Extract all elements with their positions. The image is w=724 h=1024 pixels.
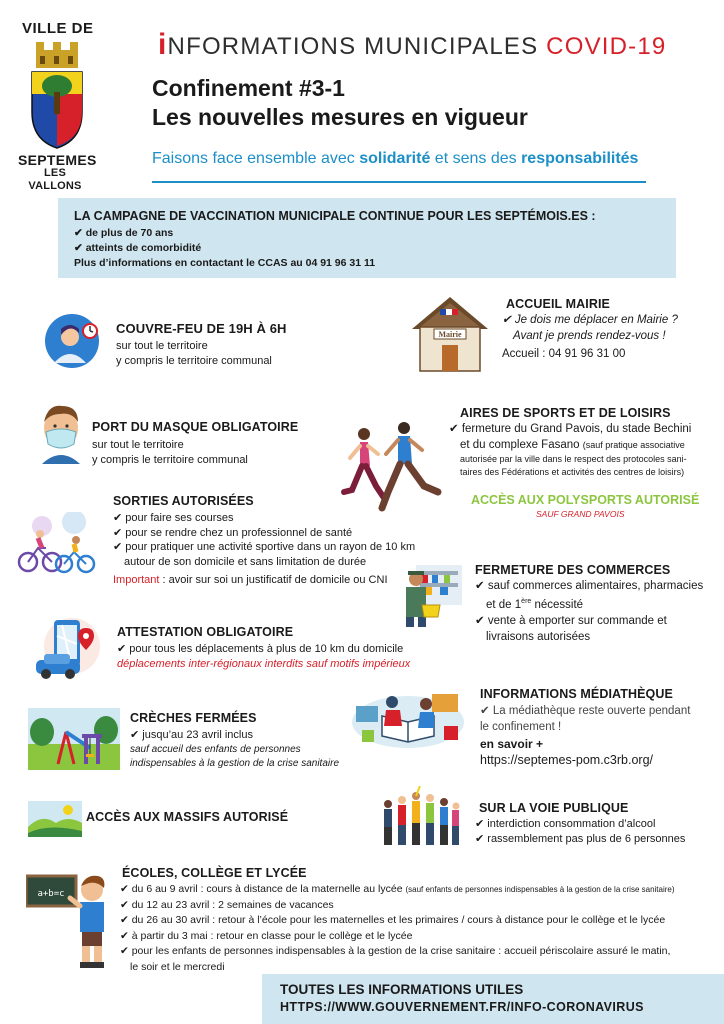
commerces-line: et de 1 [486, 598, 522, 611]
mask-line: sur tout le territoire [92, 439, 184, 451]
sauf-grand-pavois: SAUF GRAND PAVOIS [536, 509, 625, 519]
confinement-line-1: Confinement #3-1 [152, 75, 345, 101]
sorties-item-cont: autour de son domicile et sans limitation de durée [124, 555, 367, 568]
ecoles-line: le soir et le mercredi [130, 960, 225, 973]
ville-de-label: VILLE DE [22, 20, 94, 37]
ecoles-line-small: (sauf enfants de personnes indispensables à la gestion de la crise sanitaire) [405, 885, 675, 894]
sorties-item: ✔ pour faire ses courses [113, 511, 415, 526]
ecoles-heading: ÉCOLES, COLLÈGE ET LYCÉE [122, 866, 307, 880]
mask-heading: PORT DU MASQUE OBLIGATOIRE [92, 420, 299, 434]
commerces-line: ✔ sauf commerces alimentaires, pharmacies [475, 578, 703, 594]
attestation-heading: ATTESTATION OBLIGATOIRE [117, 625, 294, 639]
attestation-text [117, 642, 410, 672]
voie-publique-heading: SUR LA VOIE PUBLIQUE [479, 801, 629, 815]
creches-line: indispensables à la gestion de la crise sanitaire [130, 758, 340, 769]
attestation-line: ✔ pour tous les déplacements à plus de 10 km du domicile [117, 642, 410, 657]
mask-text [92, 438, 248, 468]
footer-box [262, 974, 724, 1024]
mediatheque-link[interactable]: https://septemes-pom.c3rb.org/ [480, 753, 653, 767]
commerces-line: ✔ vente à emporter sur commande et [475, 613, 703, 629]
ecoles-line: du 6 au 9 avril : cours à distance de la maternelle au lycée [131, 883, 406, 895]
tagline-part: Faisons face ensemble avec [152, 150, 360, 167]
page-title [158, 28, 666, 62]
header-divider [152, 181, 646, 183]
ecoles-line: ✔ pour les enfants de personnes indispensables à la gestion de la crise sanitaire : accueil périscolaire assuré le matin, [120, 944, 675, 960]
mairie-house-icon [410, 295, 490, 375]
curfew-icon [44, 313, 100, 369]
en-savoir-plus: en savoir + [480, 737, 544, 751]
creches-heading: CRÈCHES FERMÉES [130, 711, 257, 725]
curfew-text [116, 339, 272, 369]
important-label: Important [113, 574, 160, 586]
curfew-heading: COUVRE-FEU DE 19H À 6H [116, 321, 287, 336]
ecoles-text [120, 882, 675, 975]
playground-icon [28, 708, 120, 770]
city-name [18, 152, 97, 193]
sports-heading: AIRES DE SPORTS ET DE LOISIRS [460, 406, 671, 420]
commerces-heading: FERMETURE DES COMMERCES [475, 563, 671, 577]
shopkeeper-icon [398, 565, 464, 627]
vaccination-box [58, 198, 676, 278]
mairie-sign: Mairie [438, 330, 462, 339]
mediatheque-text [480, 703, 690, 735]
tagline-solidarite: solidarité [359, 150, 431, 167]
title-main: NFORMATIONS MUNICIPALES [167, 33, 539, 60]
sports-line-small: taires des Fédérations et activités des centres de loisirs) [460, 467, 685, 477]
footer-title: TOUTES LES INFORMATIONS UTILES [280, 982, 524, 997]
important-text: : avoir sur soi un justificatif de domicile ou CNI [159, 574, 388, 586]
mask-line: y compris le territoire communal [92, 454, 248, 466]
sports-text [449, 421, 691, 479]
mediatheque-line: ✔ La médiathèque reste ouverte pendant [480, 703, 690, 719]
vaccination-heading: LA CAMPAGNE DE VACCINATION MUNICIPALE CONTINUE POUR LES SEPTÉMOIS.ES : [74, 209, 596, 223]
creches-text [130, 728, 339, 771]
hills-landscape-icon [28, 801, 82, 837]
confinement-heading [152, 74, 528, 132]
sorties-item: ✔ pour se rendre chez un professionnel de santé [113, 526, 415, 541]
les-vallons-label: LES VALLONS [28, 167, 82, 192]
polysports-label: ACCÈS AUX POLYSPORTS AUTORISÉ [471, 493, 700, 507]
blackboard-text: a+b=c [37, 889, 65, 899]
accueil-text [502, 312, 678, 344]
sorties-text [113, 511, 415, 588]
commerces-text [475, 578, 703, 645]
accueil-heading: ACCUEIL MAIRIE [506, 297, 610, 311]
runners-icon [338, 420, 448, 516]
ecoles-line: ✔ du 26 au 30 avril : retour à l’école pour les maternelles et les primaires / cours à distance pour le collège et le lycée [120, 913, 675, 929]
creches-line: ✔ jusqu’au 23 avril inclus [130, 728, 339, 743]
accueil-line: Avant je prends rendez-vous ! [513, 330, 666, 342]
curfew-line: sur tout le territoire [116, 340, 208, 352]
mediatheque-heading: INFORMATIONS MÉDIATHÈQUE [480, 687, 673, 701]
schoolboy-blackboard-icon [26, 870, 118, 970]
sorties-heading: SORTIES AUTORISÉES [113, 494, 254, 508]
accueil-line: ✔ Je dois me déplacer en Mairie ? [502, 312, 678, 328]
creches-line: sauf accueil des enfants de personnes [130, 744, 301, 755]
attestation-warning: déplacements inter-régionaux interdits sauf motifs impérieux [117, 658, 411, 670]
tagline-part: et sens des [430, 150, 522, 167]
vaccination-item: ✔ atteints de comorbidité [74, 241, 596, 256]
sports-line: et du complexe Fasano [460, 439, 583, 451]
phone-map-icon [32, 616, 104, 680]
curfew-line: y compris le territoire communal [116, 355, 272, 367]
ecoles-line: ✔ du 12 au 23 avril : 2 semaines de vacances [120, 898, 675, 914]
voie-publique-text [475, 817, 685, 847]
accueil-phone: Accueil : 04 91 96 31 00 [502, 348, 626, 360]
commerces-sup: ère [521, 598, 532, 605]
voie-line: ✔ interdiction consommation d’alcool [475, 817, 685, 832]
cyclists-icon [14, 512, 96, 574]
sports-line-small: autorisée par la ville dans le respect des protocoles sani- [460, 454, 687, 464]
city-crest-logo [26, 42, 88, 150]
commerces-line: livraisons autorisées [486, 630, 591, 643]
commerces-line: nécessité [531, 598, 584, 611]
sports-line: ✔ fermeture du Grand Pavois, du stade Bechini [449, 421, 691, 437]
ecoles-line: ✔ à partir du 3 mai : retour en classe pour le collège et le lycée [120, 929, 675, 945]
title-i-letter: i [158, 28, 168, 61]
footer-link[interactable]: HTTPS://WWW.GOUVERNEMENT.FR/INFO-CORONAVIRUS [280, 1000, 644, 1014]
septemes-label: SEPTEMES [18, 152, 97, 168]
title-covid: COVID-19 [546, 33, 667, 60]
tagline [152, 150, 638, 168]
sorties-item: ✔ pour pratiquer une activité sportive dans un rayon de 10 km [113, 540, 415, 555]
group-people-icon [380, 786, 462, 848]
mediatheque-line: le confinement ! [480, 721, 562, 733]
reading-people-icon [348, 686, 466, 750]
vaccination-item: ✔ de plus de 70 ans [74, 226, 596, 241]
sports-line-small: (sauf pratique associative [582, 440, 685, 450]
mask-face-icon [36, 402, 86, 464]
voie-line: ✔ rassemblement pas plus de 6 personnes [475, 832, 685, 847]
tagline-responsabilites: responsabilités [521, 150, 639, 167]
vaccination-contact: Plus d’informations en contactant le CCAS au 04 91 96 31 11 [74, 257, 376, 269]
massifs-heading: ACCÈS AUX MASSIFS AUTORISÉ [86, 810, 289, 824]
confinement-line-2: Les nouvelles mesures en vigueur [152, 104, 528, 130]
